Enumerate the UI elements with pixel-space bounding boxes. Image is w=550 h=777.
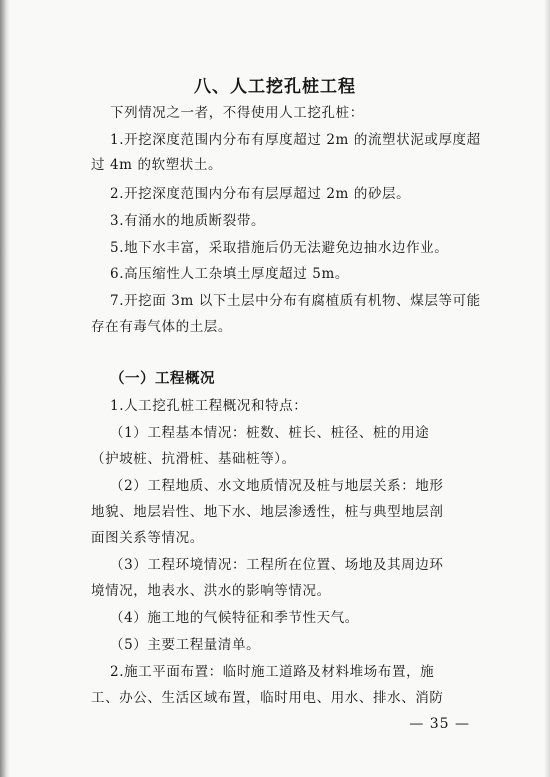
overview-item-1-3-line-2: 境情况，地表水、洪水的影响等情况。 [91,583,331,599]
section-title: （一）工程概况 [110,371,215,387]
condition-6: 6.高压缩性人工杂填土厚度超过 5m。 [110,266,349,282]
overview-item-1: 1.人工挖孔桩工程概况和特点： [110,398,308,414]
overview-item-2-line-2: 工、办公、生活区域布置，临时用电、用水、排水、消防 [91,690,444,706]
page-number: — 35 — [409,716,470,732]
overview-item-1-2-line-3: 面图关系等情况。 [91,530,204,546]
condition-5: 5.地下水丰富，采取措施后仍无法避免边抽水边作业。 [110,240,449,256]
condition-2: 2.开挖深度范围内分布有层厚超过 2m 的砂层。 [110,186,411,202]
overview-item-2-line-1: 2.施工平面布置：临时施工道路及材料堆场布置，施 [110,664,435,680]
overview-item-1-1-line-1: （1）工程基本情况：桩数、桩长、桩径、桩的用途 [110,425,430,441]
overview-item-1-1-line-2: （护坡桩、抗滑桩、基础桩等）。 [91,451,296,467]
overview-item-1-2-line-2: 地貌、地层岩性、地下水、地层渗透性，桩与典型地层剖 [91,504,444,520]
condition-1-line-2: 过 4m 的软塑状土。 [91,157,223,173]
condition-7-line-2: 存在有毒气体的土层。 [91,319,232,335]
overview-item-1-4: （4）施工地的气候特征和季节性天气。 [110,610,359,626]
condition-3: 3.有涌水的地质断裂带。 [110,213,266,229]
overview-item-1-3-line-1: （3）工程环境情况：工程所在位置、场地及其周边环 [110,557,444,573]
condition-1-line-1: 1.开挖深度范围内分布有厚度超过 2m 的流塑状泥或厚度超 [110,132,481,148]
overview-item-1-2-line-1: （2）工程地质、水文地质情况及桩与地层关系：地形 [110,478,444,494]
overview-item-1-5: （5）主要工程量清单。 [110,637,261,653]
intro-text: 下列情况之一者，不得使用人工挖孔桩： [110,105,364,121]
condition-7-line-1: 7.开挖面 3m 以下土层中分布有腐植质有机物、煤层等可能 [110,293,481,309]
chapter-heading: 八、人工挖孔桩工程 [194,77,356,97]
